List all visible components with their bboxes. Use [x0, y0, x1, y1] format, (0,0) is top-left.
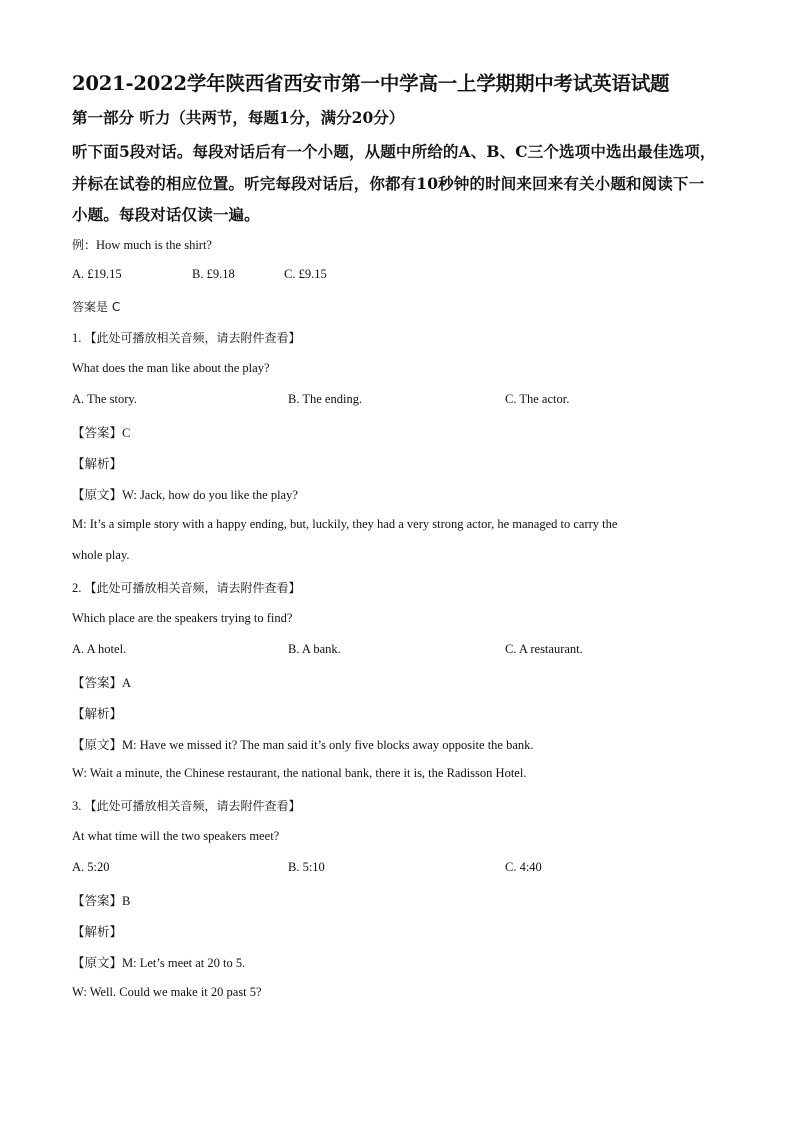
section-heading: 第一部分 听力（共两节，每题1分，满分20分）	[72, 108, 405, 127]
example-question-text: How much is the shirt?	[96, 238, 212, 252]
transcript-text: M: Have we missed it? The man said it’s only five blocks away opposite the bank.	[122, 738, 534, 752]
transcript-label: 【原文】	[72, 737, 123, 752]
transcript-label: 【原文】	[72, 487, 123, 502]
option-c: C. A restaurant.	[505, 642, 583, 656]
transcript-line: M: It’s a simple story with a happy ending, but, luckily, they had a very strong actor, he managed to carry the	[72, 517, 618, 531]
audio-note[interactable]: 【此处可播放相关音频，请去附件查看】	[84, 799, 301, 813]
question-header	[72, 797, 301, 814]
answer-line	[72, 891, 130, 909]
transcript-text: W: Jack, how do you like the play?	[122, 488, 298, 502]
answer-value: C	[122, 426, 131, 440]
example-answer: 答案是 C	[72, 300, 121, 314]
transcript-line: whole play.	[72, 548, 130, 562]
question-header	[72, 579, 301, 596]
analysis-label: 【解析】	[72, 456, 123, 471]
transcript-label: 【原文】	[72, 955, 123, 970]
example-option-a: A. £19.15	[72, 267, 122, 281]
question-text: At what time will the two speakers meet?	[72, 829, 280, 843]
question-text: What does the man like about the play?	[72, 361, 270, 375]
example-question	[72, 236, 212, 253]
answer-value: B	[122, 894, 131, 908]
answer-value: A	[122, 676, 132, 690]
option-a: A. The story.	[72, 392, 137, 406]
question-number: 3.	[72, 799, 82, 813]
transcript-text: M: Let’s meet at 20 to 5.	[122, 956, 246, 970]
option-b: B. The ending.	[288, 392, 363, 406]
instruction-line: 并标在试卷的相应位置。听完每段对话后，你都有10秒钟的时间来回来有关小题和阅读下一	[72, 174, 705, 193]
analysis-label: 【解析】	[72, 706, 123, 721]
instruction-line: 听下面5段对话。每段对话后有一个小题，从题中所给的A、B、C三个选项中选出最佳选项，	[72, 142, 716, 161]
transcript-line	[72, 485, 298, 503]
example-label: 例：	[72, 238, 97, 252]
audio-note[interactable]: 【此处可播放相关音频，请去附件查看】	[84, 581, 301, 595]
answer-line	[72, 673, 131, 691]
answer-label: 【答案】	[72, 675, 123, 690]
instruction-line: 小题。每段对话仅读一遍。	[72, 205, 260, 224]
option-c: C. 4:40	[505, 860, 542, 874]
option-c: C. The actor.	[505, 392, 570, 406]
transcript-line	[72, 953, 245, 971]
answer-label: 【答案】	[72, 893, 123, 908]
option-b: B. A bank.	[288, 642, 341, 656]
question-number: 1.	[72, 331, 82, 345]
question-text: Which place are the speakers trying to find?	[72, 611, 293, 625]
page-title: 2021-2022学年陕西省西安市第一中学高一上学期期中考试英语试题	[72, 72, 670, 95]
analysis-label: 【解析】	[72, 924, 123, 939]
transcript-line: W: Wait a minute, the Chinese restaurant, the national bank, there it is, the Radisson Hotel.	[72, 766, 527, 780]
option-a: A. 5:20	[72, 860, 110, 874]
answer-line	[72, 423, 130, 441]
transcript-line: W: Well. Could we make it 20 past 5?	[72, 985, 262, 999]
option-a: A. A hotel.	[72, 642, 127, 656]
option-b: B. 5:10	[288, 860, 325, 874]
question-header	[72, 329, 301, 346]
answer-label: 【答案】	[72, 425, 123, 440]
example-option-b: B. £9.18	[192, 267, 235, 281]
audio-note[interactable]: 【此处可播放相关音频，请去附件查看】	[84, 331, 301, 345]
transcript-line	[72, 735, 534, 753]
example-option-c: C. £9.15	[284, 267, 327, 281]
question-number: 2.	[72, 581, 82, 595]
